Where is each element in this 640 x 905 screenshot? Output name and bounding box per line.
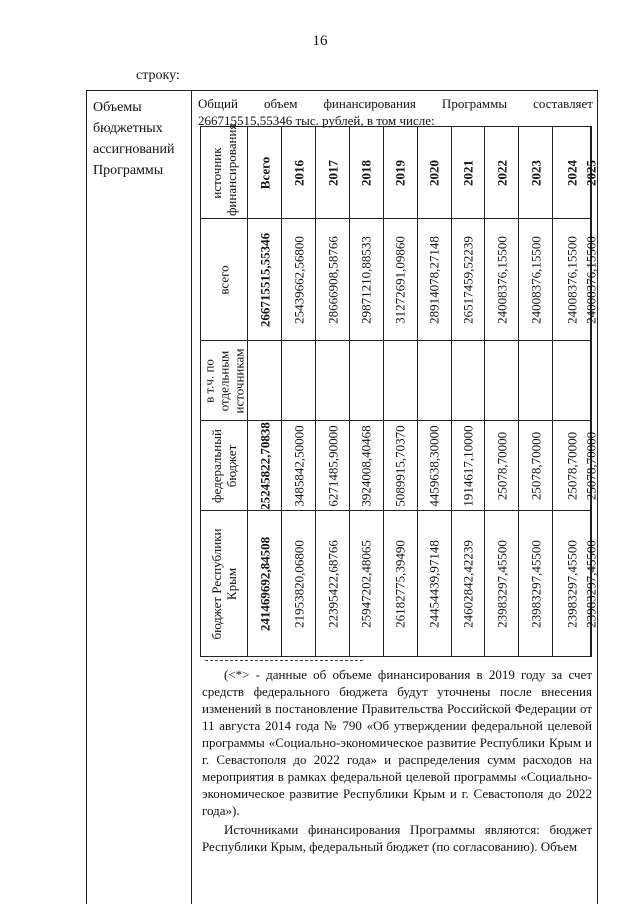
value-cell: [519, 341, 553, 421]
cell-value: 24008376,15500: [494, 235, 510, 324]
left-label-line: бюджетных: [93, 121, 163, 136]
value-cell: [383, 341, 417, 421]
value-cell: [485, 511, 519, 657]
cell-value: 241469692,84508: [257, 536, 273, 631]
value-cell: [583, 511, 599, 657]
year-cell: [282, 127, 316, 219]
cell-value: 24602842,42239: [460, 539, 476, 628]
left-label-line: ассигнований: [93, 142, 175, 157]
value-cell: [349, 341, 383, 421]
year-cell: [451, 127, 485, 219]
year-label: 2017: [325, 159, 341, 186]
value-cell: [248, 341, 282, 421]
column-header-text: федеральный бюджет: [209, 428, 240, 503]
value-cell: [248, 421, 282, 511]
table-header-cell: [201, 219, 248, 341]
cell-value: 21953820,06800: [291, 539, 307, 628]
header-row-years: [201, 127, 592, 219]
year-label: 2019: [392, 159, 408, 186]
value-cell: [553, 341, 591, 421]
value-cell: [383, 421, 417, 511]
cell-value: 24008376,15500: [528, 235, 544, 324]
value-cell: [451, 341, 485, 421]
table-header-cell: [201, 421, 248, 511]
cell-value: 24008376,15500: [583, 235, 599, 324]
column-divider: [191, 91, 192, 904]
cell-value: 25947202,48065: [358, 539, 374, 628]
cell-value: 25245822,70838: [257, 421, 273, 510]
value-cell: [248, 511, 282, 657]
year-label: 2018: [358, 159, 374, 186]
year-cell: [248, 127, 282, 219]
cell-value: 3485842,50000: [291, 424, 307, 507]
cell-value: 24008376,15500: [564, 235, 580, 324]
table-header-cell: [201, 511, 248, 657]
value-cell: [583, 421, 599, 511]
year-label: 2016: [291, 159, 307, 186]
value-cell: [282, 219, 316, 341]
cell-value: 6271485,90000: [325, 424, 341, 507]
funding-summary: [198, 95, 593, 129]
cell-value: 23983297,45500: [564, 539, 580, 628]
year-cell: [417, 127, 451, 219]
cell-value: 5089915,70370: [392, 424, 408, 507]
footnote-paragraph: (<*> - данные об объеме финансирования в 2019 году за счет средств федерального бюджета будут уточнены после внесения изменений в постановление Правительства Российской Федерации от 11 августа 2014 года № 790 «Об утверждении федеральной целевой программы «Социально-экономическое развитие Республики Крым и г. Севастополя до 2022 года» и распределения сумм расходов на мероприятия в рамках федеральной целевой программы «Социально-экономическое развитие Республики Крым и г. Севастополя до 2022 года»).: [202, 667, 592, 818]
year-label: Всего: [257, 156, 273, 189]
row-crimea: [201, 511, 592, 657]
value-cell: [349, 219, 383, 341]
page-number: 16: [312, 33, 328, 49]
funding-table: [200, 123, 599, 657]
year-label: 2025: [583, 159, 599, 186]
value-cell: [583, 219, 599, 341]
left-label-line: Объемы: [93, 100, 142, 115]
value-cell: [316, 341, 350, 421]
value-cell: [485, 341, 519, 421]
value-cell: [316, 421, 350, 511]
year-cell: [583, 127, 599, 219]
year-label: 2020: [426, 159, 442, 186]
column-header-text: бюджет Республики Крым: [209, 528, 240, 640]
value-cell: [417, 341, 451, 421]
year-label: 2021: [460, 159, 476, 186]
cell-value: 1914617,10000: [460, 424, 476, 507]
year-cell: [349, 127, 383, 219]
cell-value: 23983297,45500: [528, 539, 544, 628]
summary-line-1: Общий объем финансирования Программы составляет: [198, 96, 593, 111]
year-cell: [316, 127, 350, 219]
cell-value: 29871210,88533: [358, 235, 374, 324]
value-cell: [316, 511, 350, 657]
year-cell: [519, 127, 553, 219]
column-header-text: всего: [216, 264, 232, 295]
cell-value: 26182775,39490: [392, 539, 408, 628]
table-header-cell: [201, 123, 248, 219]
table-header-cell: [201, 341, 248, 421]
value-cell: [417, 421, 451, 511]
value-cell: [485, 421, 519, 511]
footnote-paragraph: Источниками финансирования Программы являются: бюджет Республики Крым, федеральный бюджет (по согласованию). Объем: [202, 822, 592, 854]
value-cell: [451, 421, 485, 511]
value-cell: [349, 421, 383, 511]
row-federal: [201, 421, 592, 511]
value-cell: [451, 511, 485, 657]
left-column-label: [93, 97, 189, 181]
cell-value: 25078,70000: [583, 431, 599, 500]
cell-value: 23983297,45500: [583, 539, 599, 628]
year-cell: [485, 127, 519, 219]
value-cell: [282, 341, 316, 421]
value-cell: [417, 219, 451, 341]
column-header-text: в т.ч. по отдельным источникам: [201, 348, 247, 413]
value-cell: [451, 219, 485, 341]
cell-value: 4459638,30000: [426, 424, 442, 507]
column-header-text: источник финансирования: [209, 123, 240, 216]
value-cell: [591, 341, 592, 421]
cell-value: 25439662,56800: [291, 235, 307, 324]
year-label: 2023: [528, 159, 544, 186]
footnote-separator: [205, 660, 363, 661]
cell-value: 25078,70000: [564, 431, 580, 500]
cell-value: 22395422,68766: [325, 539, 341, 628]
cell-value: 266715515,55346: [257, 232, 273, 327]
year-cell: [383, 127, 417, 219]
summary-line-2: 266715515,55346 тыс. рублей, в том числе:: [198, 113, 435, 128]
cell-value: 3924008,40468: [358, 424, 374, 507]
footnote: [202, 666, 592, 855]
value-cell: [519, 511, 553, 657]
intro-text: строку:: [136, 68, 180, 83]
value-cell: [519, 219, 553, 341]
value-cell: [383, 511, 417, 657]
value-cell: [282, 511, 316, 657]
cell-value: 31272691,09860: [392, 235, 408, 324]
value-cell: [417, 511, 451, 657]
year-label: 2024: [564, 159, 580, 186]
cell-value: 23983297,45500: [494, 539, 510, 628]
cell-value: 25078,70000: [494, 431, 510, 500]
value-cell: [248, 219, 282, 341]
value-cell: [485, 219, 519, 341]
value-cell: [519, 421, 553, 511]
value-cell: [383, 219, 417, 341]
year-label: 2022: [494, 159, 510, 186]
cell-value: 28666908,58766: [325, 235, 341, 324]
cell-value: 28914078,27148: [426, 235, 442, 324]
cell-value: 25078,70000: [528, 431, 544, 500]
value-cell: [282, 421, 316, 511]
row-total: [201, 219, 592, 341]
cell-value: 24454439,97148: [426, 539, 442, 628]
left-label-line: Программы: [93, 163, 164, 178]
row-by-source: [201, 341, 592, 421]
value-cell: [316, 219, 350, 341]
value-cell: [349, 511, 383, 657]
cell-value: 26517459,52239: [460, 235, 476, 324]
